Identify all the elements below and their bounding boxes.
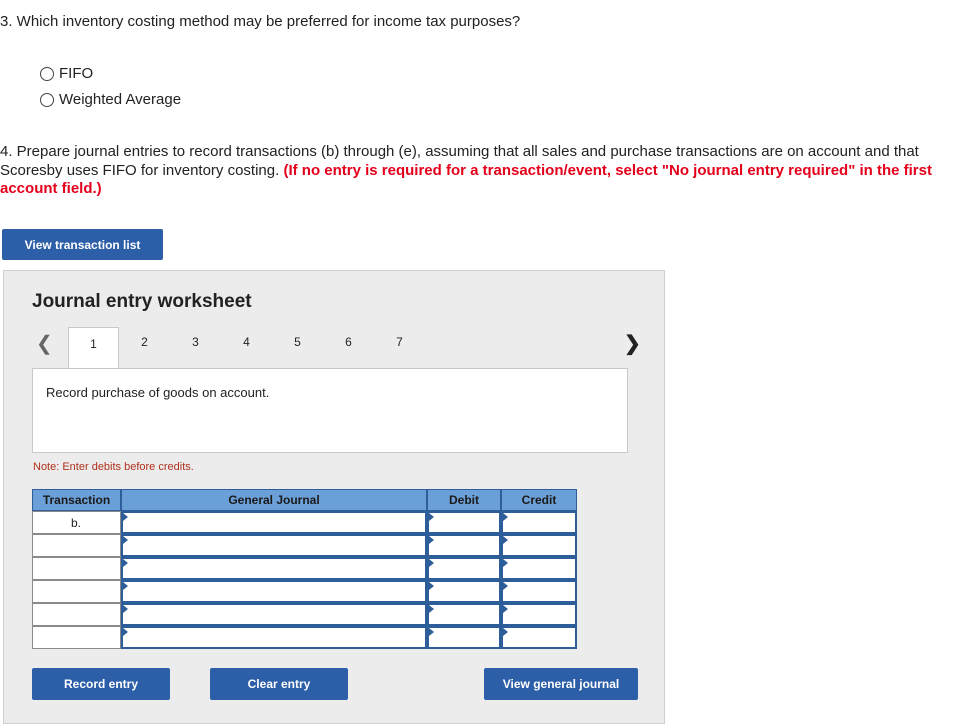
debit-field[interactable] bbox=[427, 626, 501, 649]
question-4 bbox=[0, 143, 940, 199]
chevron-right-icon[interactable]: ❯ bbox=[624, 333, 641, 355]
table-row bbox=[32, 557, 577, 580]
radio-button[interactable] bbox=[40, 93, 54, 107]
debit-field[interactable] bbox=[427, 557, 501, 580]
chevron-left-icon[interactable]: ❮ bbox=[36, 333, 53, 355]
tab-2[interactable]: 2 bbox=[141, 335, 148, 349]
question-4-instruction: (If no entry is required for a transaction/event, select "No journal entry required" in the first account field.) bbox=[0, 161, 932, 197]
table-row bbox=[32, 534, 577, 557]
debit-field[interactable] bbox=[427, 511, 501, 534]
transaction-cell bbox=[32, 603, 121, 626]
credit-field[interactable] bbox=[501, 580, 577, 603]
table-row bbox=[32, 511, 577, 534]
journal-header-row bbox=[32, 489, 577, 511]
debit-field[interactable] bbox=[427, 580, 501, 603]
option-label: Weighted Average bbox=[59, 91, 182, 108]
credit-field[interactable] bbox=[501, 557, 577, 580]
tab-6[interactable]: 6 bbox=[345, 335, 352, 349]
credit-field[interactable] bbox=[501, 534, 577, 557]
debit-field[interactable] bbox=[427, 603, 501, 626]
question-3: 3. Which inventory costing method may be preferred for income tax purposes? bbox=[0, 13, 521, 30]
option-label: FIFO bbox=[59, 65, 94, 82]
account-field[interactable] bbox=[121, 534, 427, 557]
description-text: Record purchase of goods on account. bbox=[46, 385, 270, 400]
transaction-cell bbox=[32, 557, 121, 580]
view-transaction-list-button[interactable]: View transaction list bbox=[2, 229, 163, 260]
journal-table bbox=[32, 489, 577, 649]
header-debit: Debit bbox=[427, 489, 501, 511]
journal-entry-worksheet bbox=[3, 270, 665, 724]
credit-field[interactable] bbox=[501, 603, 577, 626]
debit-field[interactable] bbox=[427, 534, 501, 557]
clear-entry-button[interactable]: Clear entry bbox=[210, 668, 348, 700]
transaction-cell bbox=[32, 626, 121, 649]
tab-3[interactable]: 3 bbox=[192, 335, 199, 349]
transaction-description bbox=[32, 368, 628, 453]
radio-button[interactable] bbox=[40, 67, 54, 81]
table-row bbox=[32, 626, 577, 649]
header-general-journal: General Journal bbox=[121, 489, 427, 511]
table-row bbox=[32, 603, 577, 626]
view-general-journal-button[interactable]: View general journal bbox=[484, 668, 638, 700]
transaction-cell bbox=[32, 580, 121, 603]
tab-7[interactable]: 7 bbox=[396, 335, 403, 349]
option-weighted-average[interactable] bbox=[40, 91, 181, 108]
record-entry-button[interactable]: Record entry bbox=[32, 668, 170, 700]
account-field[interactable] bbox=[121, 557, 427, 580]
transaction-cell bbox=[32, 534, 121, 557]
account-field[interactable] bbox=[121, 626, 427, 649]
table-row bbox=[32, 580, 577, 603]
account-field[interactable] bbox=[121, 580, 427, 603]
option-fifo[interactable] bbox=[40, 65, 93, 82]
credit-field[interactable] bbox=[501, 626, 577, 649]
account-field[interactable] bbox=[121, 511, 427, 534]
worksheet-tabs bbox=[68, 327, 425, 369]
credit-field[interactable] bbox=[501, 511, 577, 534]
worksheet-title: Journal entry worksheet bbox=[32, 291, 252, 312]
question-4-text: 4. Prepare journal entries to record transactions (b) through (e), assuming that all sales and purchase transactions are on account and that Scoresby uses FIFO for inventory costing. bbox=[0, 143, 919, 179]
note-text: Note: Enter debits before credits. bbox=[33, 461, 194, 473]
account-field[interactable] bbox=[121, 603, 427, 626]
tab-1[interactable]: 1 bbox=[68, 327, 119, 369]
tab-5[interactable]: 5 bbox=[294, 335, 301, 349]
header-transaction: Transaction bbox=[32, 489, 121, 511]
tab-4[interactable]: 4 bbox=[243, 335, 250, 349]
transaction-cell bbox=[32, 511, 121, 534]
header-credit: Credit bbox=[501, 489, 577, 511]
transaction-label: b. bbox=[71, 516, 82, 530]
